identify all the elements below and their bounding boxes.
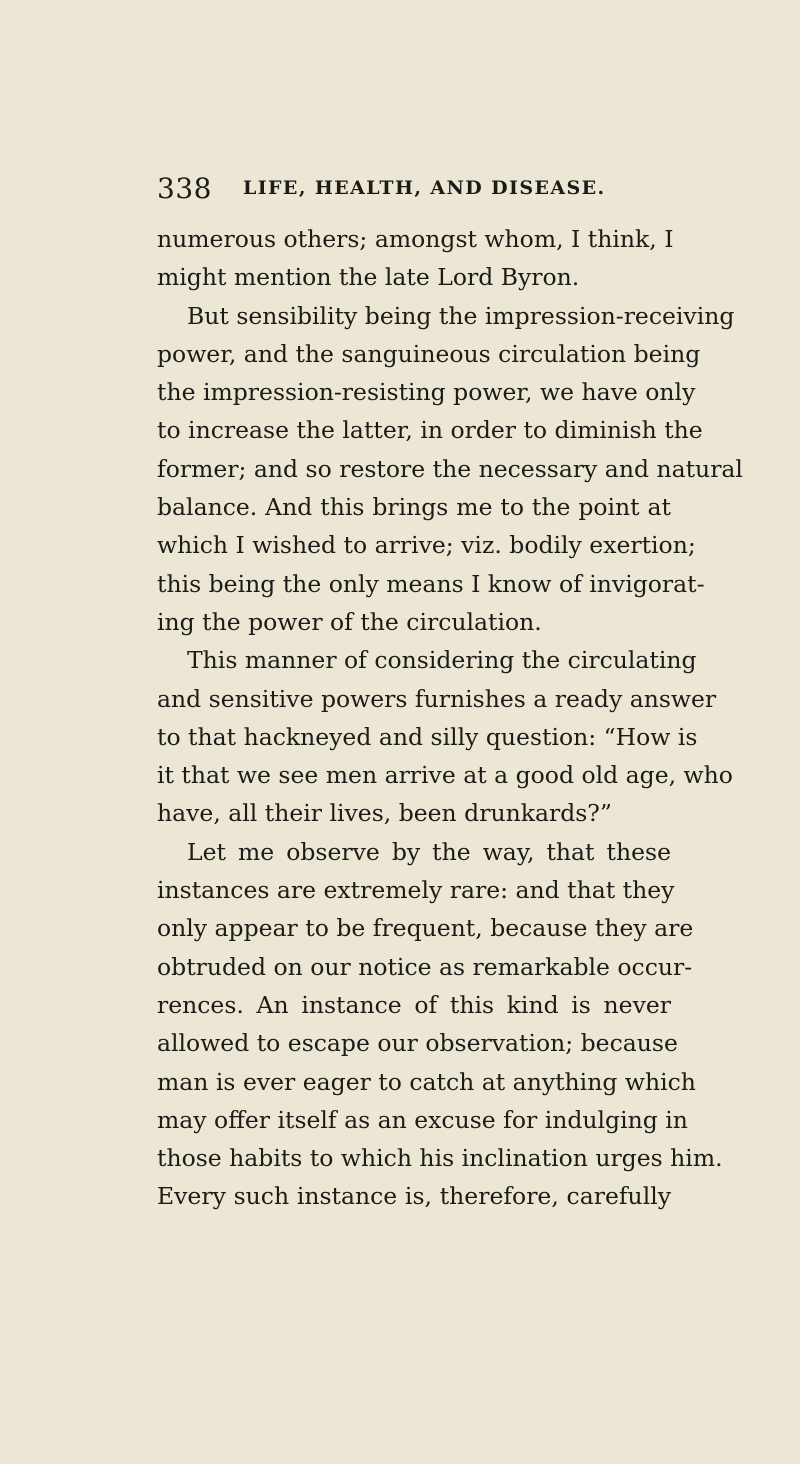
text-line: This manner of considering the circulating [187,646,697,675]
text-line: only appear to be frequent, because they are [157,914,694,943]
text-line: Let me observe by the way, that these [187,837,671,866]
text-line: ing the power of the circulation. [157,607,542,636]
text-line: Every such instance is, therefore, carefully [157,1182,671,1211]
text-line: power, and the sanguineous circulation being [157,339,701,368]
text-line: those habits to which his inclination urges him. [157,1144,723,1173]
text-line: numerous others; amongst whom, I think, I [157,225,674,253]
page-number: 338 [157,172,212,205]
text-line: this being the only means I know of invigorat- [157,569,705,598]
text-line: man is ever eager to catch at anything which [157,1067,696,1096]
body-text [157,220,743,1216]
text-line: the impression-resisting power, we have only [157,378,696,407]
text-line: might mention the late Lord Byron. [157,263,580,292]
text-line: But sensibility being the impression-receiving [187,301,735,330]
text-line: instances are extremely rare: and that they [157,876,675,905]
text-line: balance. And this brings me to the point at [157,493,671,522]
text-line: obtruded on our notice as remarkable occur- [157,952,693,981]
text-line: which I wished to arrive; viz. bodily exertion; [157,531,696,560]
text-line: have, all their lives, been drunkards?” [157,799,612,828]
running-head [157,172,677,206]
text-line: rences. An instance of this kind is never [157,990,671,1019]
text-line: to that hackneyed and silly question: “How is [157,722,698,751]
text-line: allowed to escape our observation; because [157,1029,678,1058]
text-line: former; and so restore the necessary and natural [157,454,743,483]
text-line: it that we see men arrive at a good old age, who [157,761,733,790]
text-line: and sensitive powers furnishes a ready answer [157,684,717,713]
text-line: may offer itself as an excuse for indulging in [157,1105,688,1134]
text-line: to increase the latter, in order to diminish the [157,416,703,445]
running-title: LIFE, HEALTH, AND DISEASE. [243,177,606,199]
